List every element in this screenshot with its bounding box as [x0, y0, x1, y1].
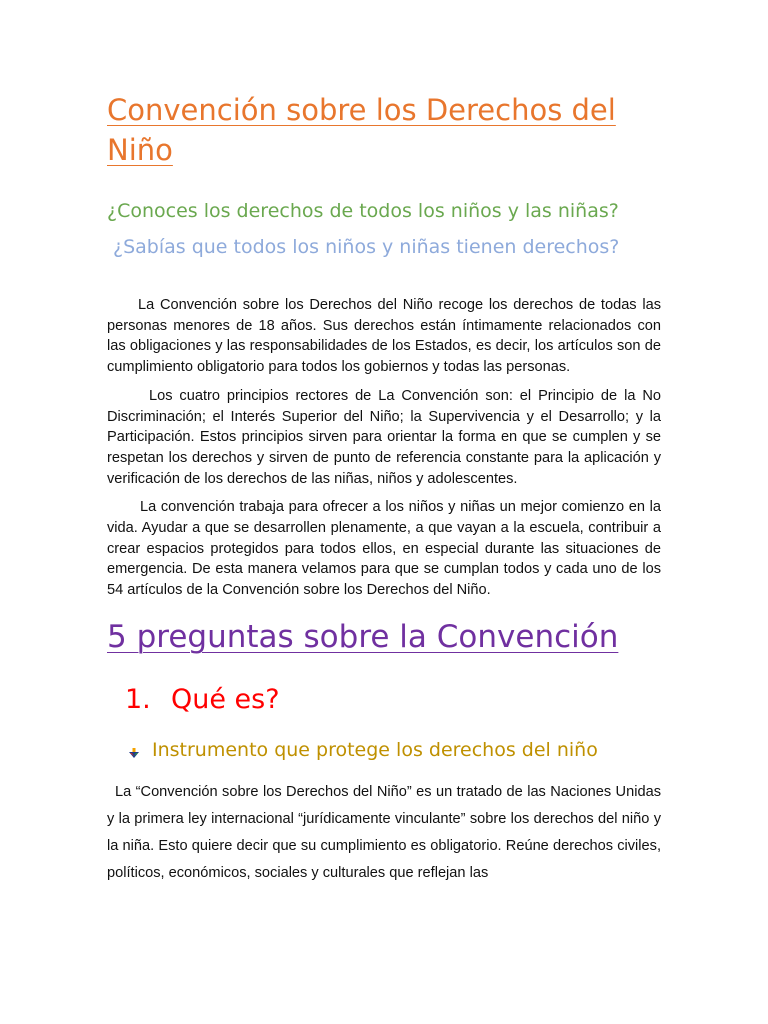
document-title: Convención sobre los Derechos del Niño: [107, 93, 616, 167]
paragraph-convencion-trabaja: La convención trabaja para ofrecer a los niños y niñas un mejor comienzo en la vida. Ayudar a que se desarrollen plenamente, a que vayan a la escuela, contribuir a crear espacios protegidos para todos ellos, en especial durante las situaciones de emergencia. De esta manera velamos para que se cumplan todos y cada uno de los 54 artículos de la Convención sobre los Derechos del Niño.: [107, 499, 661, 599]
question-sabias: ¿Sabías que todos los niños y niñas tienen derechos?: [113, 236, 620, 258]
colorful-arrow-bullet-icon: [129, 748, 139, 758]
item-text: Qué es?: [171, 683, 280, 715]
paragraph-que-es: La “Convención sobre los Derechos del Niño” es un tratado de las Naciones Unidas y la primera ley internacional “jurídicamente vinculante” sobre los derechos del niño y la niña. Esto quiere decir que su cumplimiento es obligatorio. Reúne derechos civiles, políticos, económicos, sociales y culturales que reflejan las: [107, 783, 661, 881]
paragraph-principios: Los cuatro principios rectores de La Convención son: el Principio de la No Discriminación; el Interés Superior del Niño; la Supervivencia y el Desarrollo; y la Participación. Estos principios sirven para orientar la forma en que se cumplen y se respetan los derechos y sirven de punto de referencia constante para la aplicación y verificación de los derechos de las niñas, niños y adolescentes.: [107, 387, 661, 487]
paragraph-intro: La Convención sobre los Derechos del Niño recoge los derechos de todas las personas menores de 18 años. Sus derechos están íntimamente relacionados con las obligaciones y las responsabilidades de los Estados, es decir, los artículos son de cumplimiento obligatorio para todos los gobiernos y todas las personas.: [107, 297, 661, 376]
section-heading: 5 preguntas sobre la Convención: [107, 618, 619, 655]
document-page: [107, 90, 661, 887]
bullet-text: Instrumento que protege los derechos del niño: [152, 738, 598, 761]
question-conoces: ¿Conoces los derechos de todos los niños y las niñas?: [107, 200, 619, 222]
numbered-item: [125, 683, 661, 717]
item-number: 1.: [125, 683, 151, 715]
bullet-item: [129, 737, 661, 763]
